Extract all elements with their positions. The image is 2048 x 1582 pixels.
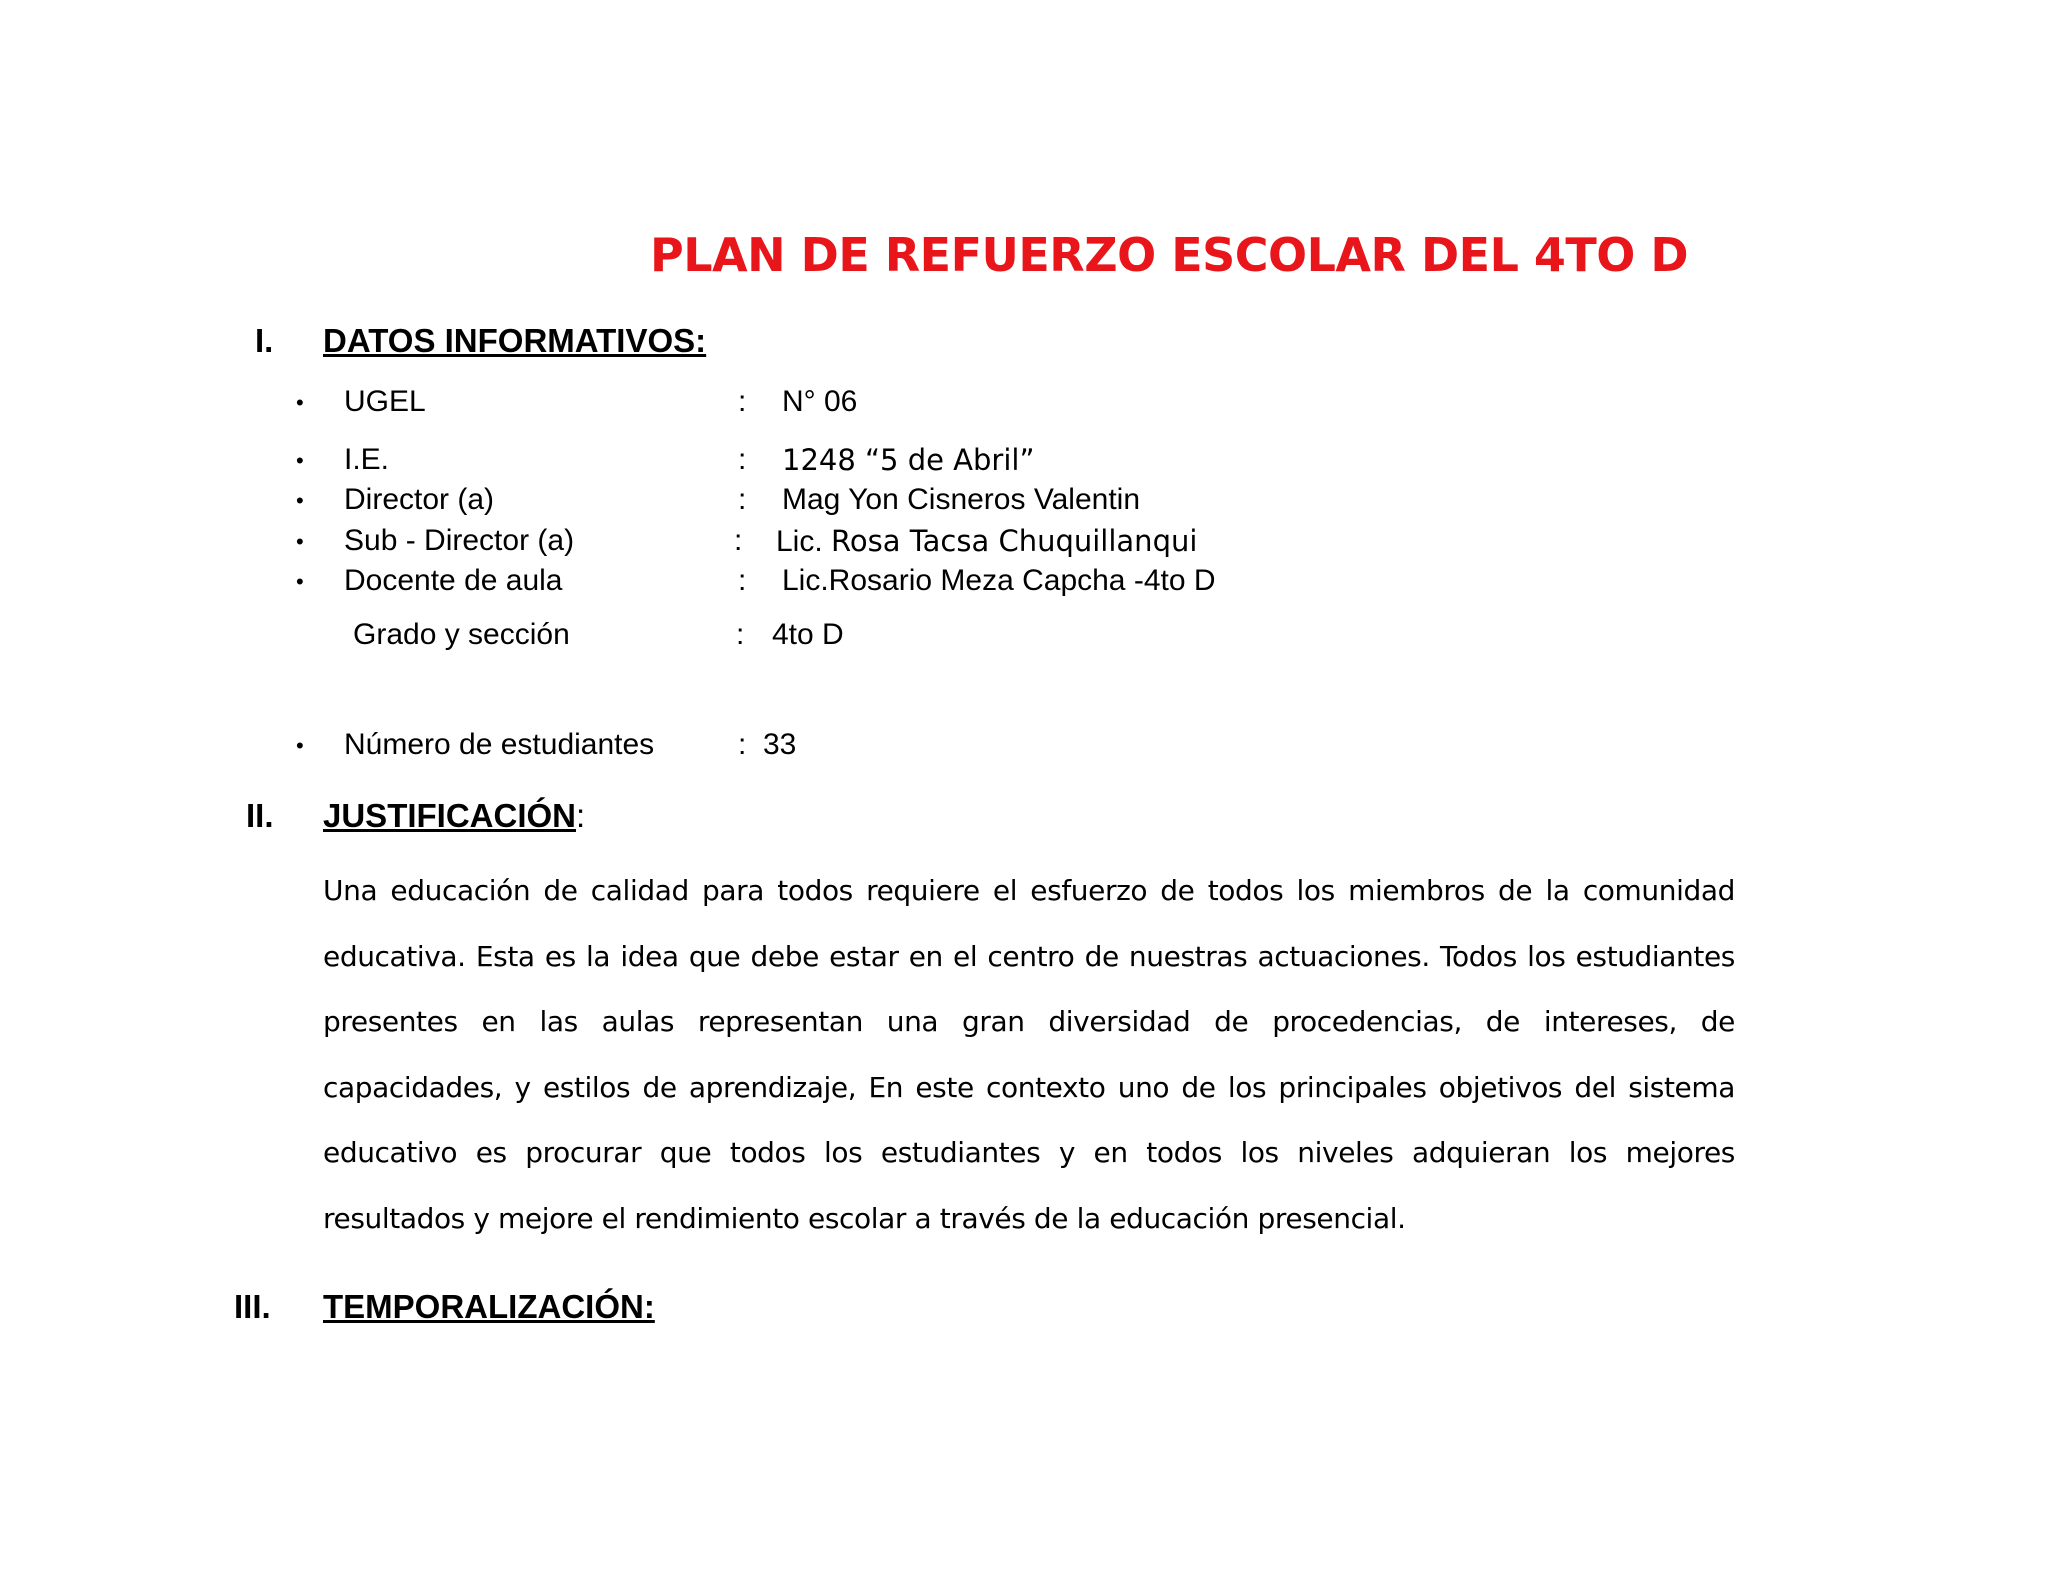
bullet-icon: • (296, 733, 304, 758)
info-value (776, 524, 1197, 559)
document-title: PLAN DE REFUERZO ESCOLAR DEL 4TO D (650, 228, 1689, 282)
justification-paragraph: Una educación de calidad para todos requiere el esfuerzo de todos los miembros de la comunidad educativa. Esta es la idea que debe estar en el centro de nuestras actuaciones. Todos los estudiantes presentes en las aulas representan una gran diversidad de procedencias, de intereses, de capacidades, y estilos de aprendizaje, En este contexto uno de los principales objetivos del sistema educativo es procurar que todos los estudiantes y en todos los niveles adquieran los mejores resultados y mejore el rendimiento escolar a través de la educación presencial. (323, 874, 1735, 1235)
info-separator: : (738, 443, 747, 476)
section-3-title (323, 1288, 655, 1326)
info-label: Número de estudiantes (344, 728, 655, 761)
info-value: 33 (763, 728, 797, 761)
info-value: Mag Yon Cisneros Valentin (782, 483, 1141, 516)
bullet-icon: • (296, 529, 304, 554)
section-3-title-text: TEMPORALIZACIÓN: (323, 1288, 655, 1325)
bullet-icon: • (296, 488, 304, 513)
section-2-title (323, 797, 585, 835)
bullet-icon: • (296, 569, 304, 594)
bullet-icon: • (296, 390, 304, 415)
info-separator: : (738, 728, 747, 761)
info-value-name: Rosa Tacsa Chuquillanqui (831, 524, 1198, 558)
info-label: Sub - Director (a) (344, 524, 575, 557)
info-label: Grado y sección (353, 618, 570, 651)
section-1-title-text: DATOS INFORMATIVOS: (323, 322, 707, 359)
info-separator: : (736, 618, 745, 651)
info-value-prefix: Lic. (776, 525, 832, 558)
section-1-number: I. (255, 322, 274, 359)
info-value: 1248 “5 de Abril” (782, 443, 1035, 477)
info-label: I.E. (344, 443, 390, 476)
section-2-title-colon: : (576, 797, 586, 834)
section-3-number: III. (234, 1288, 271, 1325)
section-1-title (323, 322, 706, 360)
info-separator: : (738, 385, 747, 418)
info-label: UGEL (344, 385, 426, 418)
section-2-title-text: JUSTIFICACIÓN (323, 797, 577, 834)
section-2-number: II. (246, 797, 274, 834)
info-label: Docente de aula (344, 564, 563, 597)
bullet-icon: • (296, 448, 304, 473)
info-separator: : (738, 483, 747, 516)
info-value: Lic.Rosario Meza Capcha -4to D (782, 564, 1216, 597)
info-value: N° 06 (782, 385, 858, 418)
info-value: 4to D (772, 618, 844, 651)
info-separator: : (738, 564, 747, 597)
info-separator: : (734, 524, 743, 557)
info-label: Director (a) (344, 483, 495, 516)
